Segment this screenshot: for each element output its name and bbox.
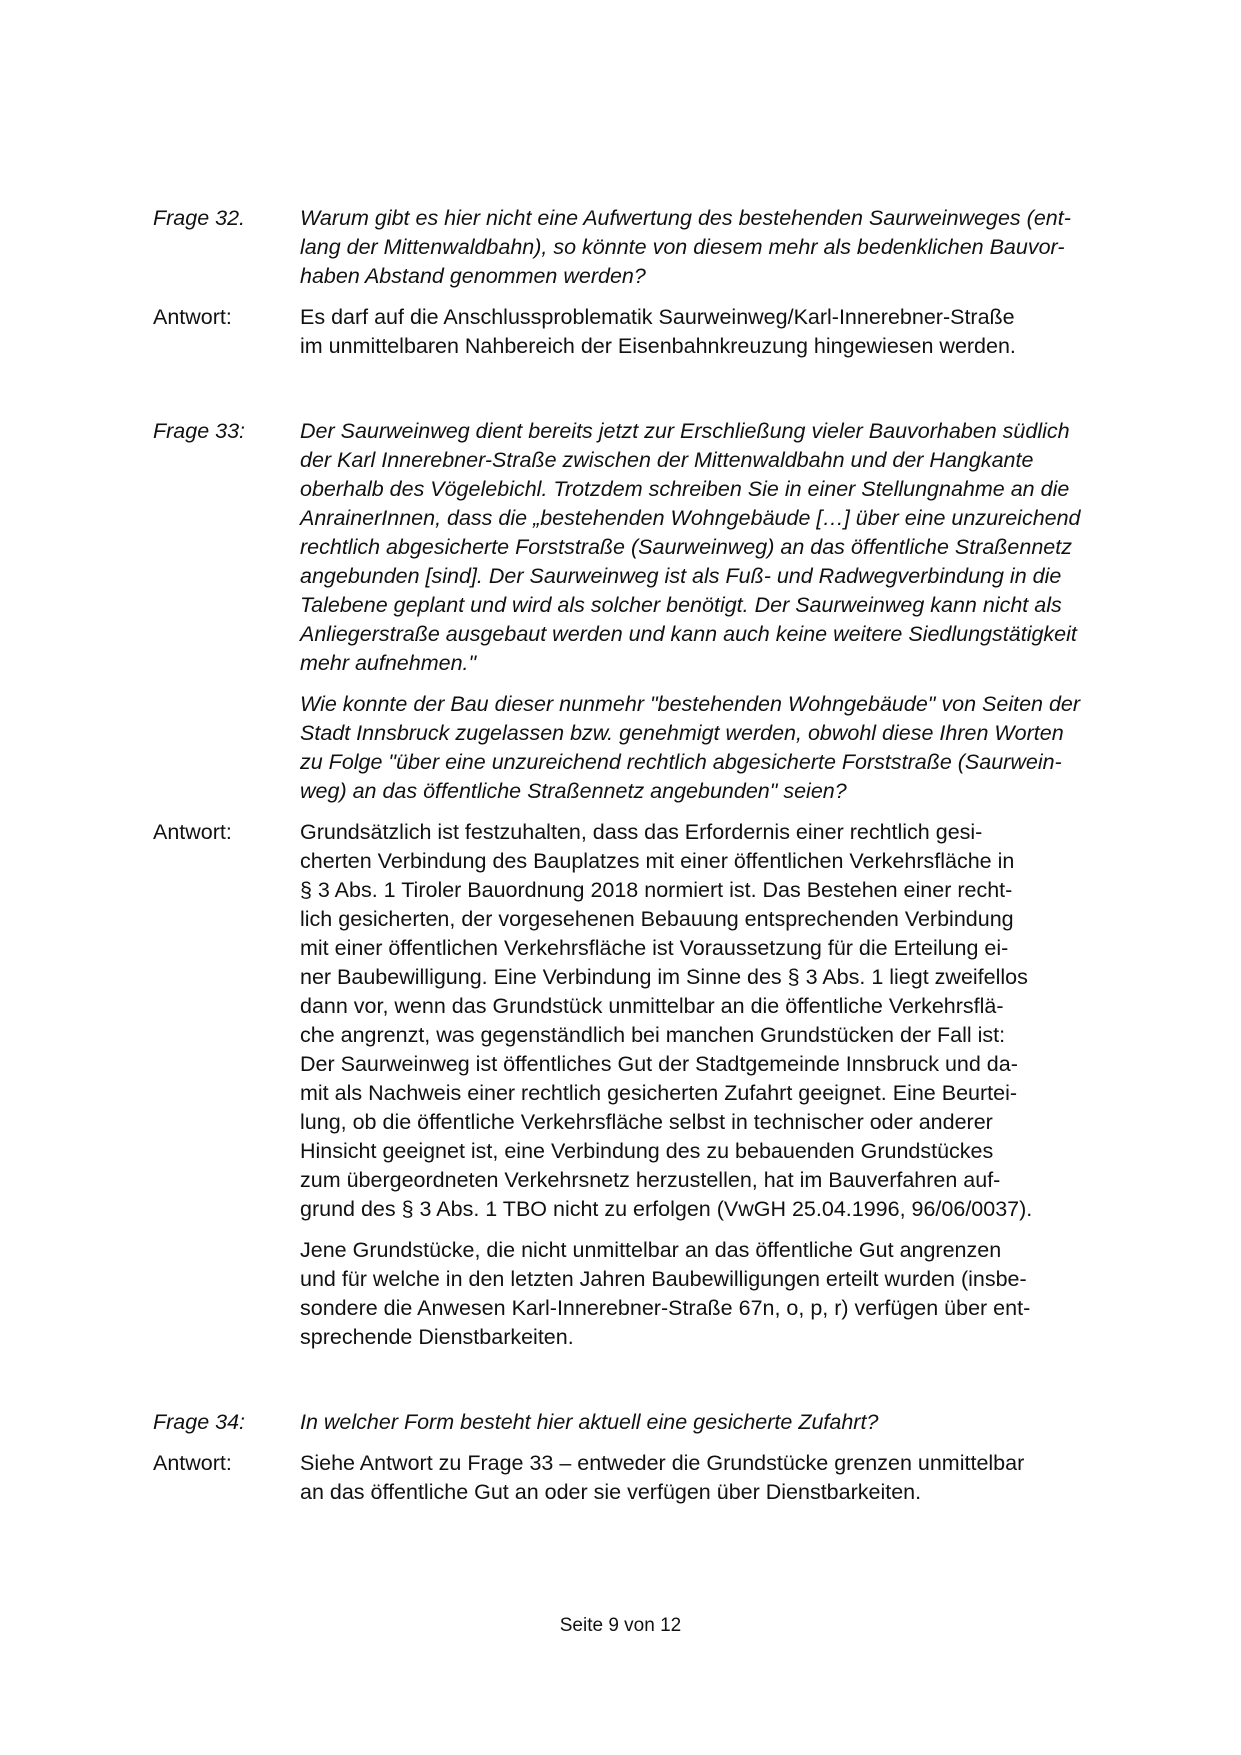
text-line: Grundsätzlich ist festzuhalten, dass das Erfordernis einer rechtlich gesi- (300, 820, 983, 844)
text-line: sondere die Anwesen Karl-Innerebner-Straße 67n, o, p, r) verfügen über ent- (300, 1296, 1031, 1320)
question-label: Frage 34: (153, 1410, 246, 1434)
text-line: Hinsicht geeignet ist, eine Verbindung des zu bebauenden Grundstückes (300, 1139, 994, 1163)
text-line: cherten Verbindung des Bauplatzes mit einer öffentlichen Verkehrsfläche in (300, 849, 1015, 873)
text-line: lich gesicherten, der vorgesehenen Bebauung entsprechenden Verbindung (300, 907, 1014, 931)
text-line: zu Folge "über eine unzureichend rechtlich abgesicherte Forststraße (Saurwein- (300, 750, 1062, 774)
text-line: Stadt Innsbruck zugelassen bzw. genehmigt werden, obwohl diese Ihren Worten (300, 721, 1064, 745)
text-line: Der Saurweinweg ist öffentliches Gut der Stadtgemeinde Innsbruck und da- (300, 1052, 1018, 1076)
text-line: der Karl Innerebner-Straße zwischen der Mittenwaldbahn und der Hangkante (300, 448, 1034, 472)
answer-label: Antwort: (153, 305, 232, 329)
answer-text (300, 1449, 1120, 1507)
text-line: ner Baubewilligung. Eine Verbindung im Sinne des § 3 Abs. 1 liegt zweifellos (300, 965, 1028, 989)
question-text (300, 204, 1120, 291)
text-line: haben Abstand genommen werden? (300, 264, 646, 288)
text-line: che angrenzt, was gegenständlich bei manchen Grundstücken der Fall ist: (300, 1023, 1006, 1047)
answer-label: Antwort: (153, 820, 232, 844)
text-line: sprechende Dienstbarkeiten. (300, 1325, 574, 1349)
question-33 (153, 417, 1133, 806)
qa-block-34 (153, 1408, 1133, 1507)
text-line: Es darf auf die Anschlussproblematik Saurweinweg/Karl-Innerebner-Straße (300, 305, 1015, 329)
text-line: angebunden [sind]. Der Saurweinweg ist als Fuß- und Radwegverbindung in die (300, 564, 1062, 588)
page-number-footer: Seite 9 von 12 (559, 1615, 682, 1636)
question-32 (153, 204, 1133, 291)
text-line: mit einer öffentlichen Verkehrsfläche ist Voraussetzung für die Erteilung ei- (300, 936, 1009, 960)
text-line: Siehe Antwort zu Frage 33 – entweder die Grundstücke grenzen unmittelbar (300, 1451, 1025, 1475)
answer-text (300, 303, 1120, 361)
text-line: und für welche in den letzten Jahren Baubewilligungen erteilt wurden (insbe- (300, 1267, 1027, 1291)
text-line: lang der Mittenwaldbahn), so könnte von diesem mehr als bedenklichen Bauvor- (300, 235, 1065, 259)
text-line: Warum gibt es hier nicht eine Aufwertung des bestehenden Saurweinweges (ent- (300, 206, 1071, 230)
answer-33 (153, 818, 1133, 1352)
text-line: zum übergeordneten Verkehrsnetz herzustellen, hat im Bauverfahren auf- (300, 1168, 1001, 1192)
question-34 (153, 1408, 1133, 1437)
text-line: oberhalb des Vögelebichl. Trotzdem schreiben Sie in einer Stellungnahme an die (300, 477, 1070, 501)
answer-34 (153, 1449, 1133, 1507)
question-label: Frage 33: (153, 419, 246, 443)
answer-32 (153, 303, 1133, 361)
text-line: im unmittelbaren Nahbereich der Eisenbahnkreuzung hingewiesen werden. (300, 334, 1016, 358)
text-line: Jene Grundstücke, die nicht unmittelbar an das öffentliche Gut angrenzen (300, 1238, 1002, 1262)
text-line: mit als Nachweis einer rechtlich gesicherten Zufahrt geeignet. Eine Beurtei- (300, 1081, 1018, 1105)
text-line: rechtlich abgesicherte Forststraße (Saurweinweg) an das öffentliche Straßennetz (300, 535, 1072, 559)
text-line: lung, ob die öffentliche Verkehrsfläche selbst in technischer oder anderer (300, 1110, 993, 1134)
question-text (300, 417, 1120, 806)
text-line: Wie konnte der Bau dieser nunmehr "bestehenden Wohngebäude" von Seiten der (300, 692, 1081, 716)
text-line: grund des § 3 Abs. 1 TBO nicht zu erfolgen (VwGH 25.04.1996, 96/06/0037). (300, 1197, 1033, 1221)
answer-text (300, 818, 1120, 1352)
text-line: AnrainerInnen, dass die „bestehenden Wohngebäude […] über eine unzureichend (300, 506, 1081, 530)
qa-block-32 (153, 204, 1133, 361)
text-line: Anliegerstraße ausgebaut werden und kann auch keine weitere Siedlungstätigkeit (300, 622, 1077, 646)
text-line: dann vor, wenn das Grundstück unmittelbar an die öffentliche Verkehrsflä- (300, 994, 1004, 1018)
qa-block-33 (153, 417, 1133, 1352)
question-text (300, 1408, 1120, 1437)
text-line: Der Saurweinweg dient bereits jetzt zur Erschließung vieler Bauvorhaben südlich (300, 419, 1070, 443)
text-line: In welcher Form besteht hier aktuell eine gesicherte Zufahrt? (300, 1410, 879, 1434)
text-line: an das öffentliche Gut an oder sie verfügen über Dienstbarkeiten. (300, 1480, 922, 1504)
answer-label: Antwort: (153, 1451, 232, 1475)
text-line: Talebene geplant und wird als solcher benötigt. Der Saurweinweg kann nicht als (300, 593, 1062, 617)
text-line: weg) an das öffentliche Straßennetz angebunden" seien? (300, 779, 847, 803)
question-label: Frage 32. (153, 206, 246, 230)
text-line: § 3 Abs. 1 Tiroler Bauordnung 2018 normiert ist. Das Bestehen einer recht- (300, 878, 1013, 902)
text-line: mehr aufnehmen." (300, 651, 477, 675)
